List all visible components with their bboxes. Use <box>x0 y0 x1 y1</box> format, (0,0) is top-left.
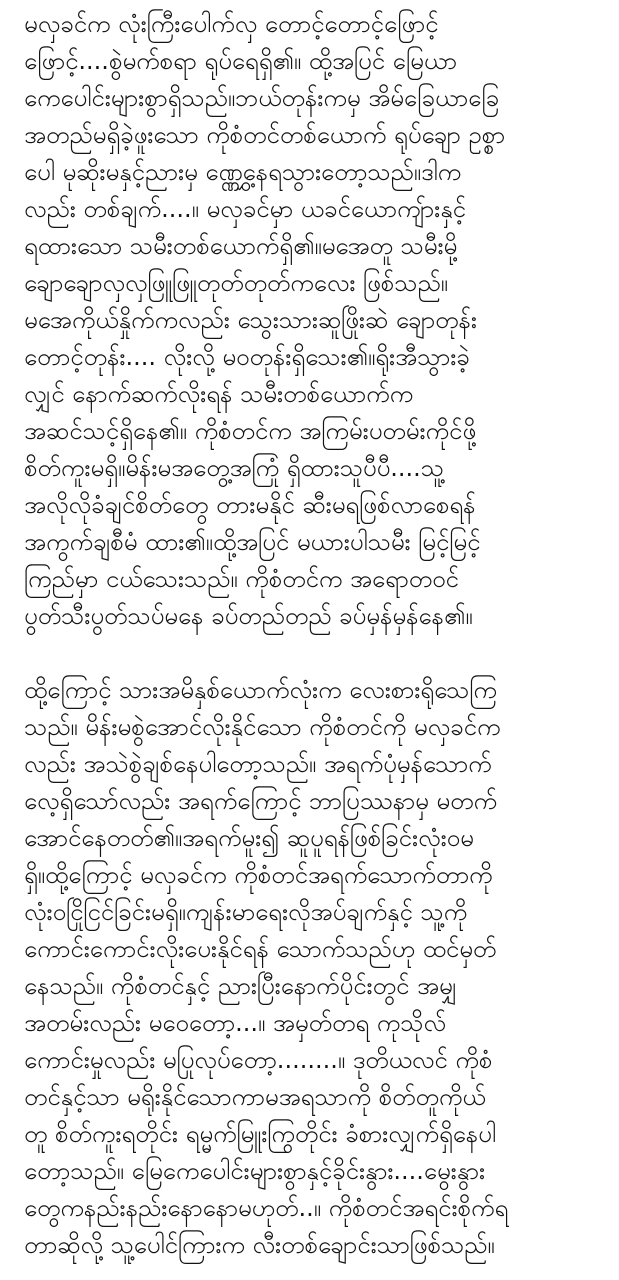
text-line: ပွတ်သီးပွတ်သပ်မနေ ခပ်တည်တည် ခပ်မှန်မှန်နေ၏။ <box>24 602 473 630</box>
text-line: လည်း တစ်ချက်....။ မလှခင်မှာ ယခင်ယောကျ်ားနှင့် <box>24 195 466 223</box>
text-line: တော့သည်။ မြေကေပေါင်းများစွာနှင့်ခိုင်းနွား....မွေးနွား <box>24 1157 486 1185</box>
text-line: နေသည်။ ကိုစံတင်နှင့် ညားပြီးနောက်ပိုင်းတွင် အမျှ <box>24 972 458 1000</box>
text-line: ရထားသော သမီးတစ်ယောက်ရှိ၏။မအေတူ သမီးမို့ <box>24 232 458 260</box>
text-line: တူ စိတ်ကူးရတိုင်း ရမ္မက်မြူးကြွတိုင်း ခံစားလျှက်ရှိနေပါ <box>24 1120 497 1148</box>
text-line: အောင်နေတတ်၏။အရက်မူး၍ ဆူပူရန်ဖြစ်ခြင်းလုံးဝမ <box>24 824 474 852</box>
text-line: မလှခင်က လုံးကြီးပေါက်လှ တောင့်တောင့်ဖြောင့် <box>24 10 439 38</box>
text-line: မအေကိုယ်နှိုက်ကလည်း သွေးသားဆူဖြိုးဆဲ ချောတုန်း <box>24 306 477 334</box>
text-line: လေ့ရှိသော်လည်း အရက်ကြောင့် ဘာပြဿနာမှ မတက် <box>24 787 497 815</box>
text-line: ကေပေါင်းများစွာရှိသည်။ဘယ်တုန်းကမှ အိမ်ခြေယာခြေ <box>24 84 500 112</box>
paragraph-1 <box>24 6 604 635</box>
text-line: လျှင် နောက်ဆက်လိုးရန် သမီးတစ်ယောက်က <box>24 380 414 408</box>
text-line: အကွက်ချစီမံ ထား၏။ထို့အပြင် မယားပါသမီး မြင့်မြင့် <box>24 528 481 556</box>
text-line: ချောချောလှလှဖြူဖြူတုတ်တုတ်ကလေး ဖြစ်သည်။ <box>24 269 448 297</box>
text-line: တောင့်တုန်း.... လိုးလို့ မဝတုန်းရှိသေး၏။ရိုးအီသွားခဲ့ <box>24 343 470 371</box>
text-line: စိတ်ကူးမရှိ။မိန်းမအတွေ့အကြုံ ရှိထားသူပီပီ....သူ့ <box>24 454 444 482</box>
text-line: ကောင်းကောင်းလိုးပေးနိုင်ရန် သောက်သည်ဟု ထင်မှတ် <box>24 935 497 963</box>
text-line: ပေါ မုဆိုးမနှင့်ညားမှ ဏ္ဏွှေ့နေရသွားတော့သည်။ဒါက <box>24 158 462 186</box>
text-line: ထို့ကြောင့် သားအမိနှစ်ယောက်လုံးက လေးစားရိုသေကြ <box>24 676 497 704</box>
text-line: ဖြောင့်....စွဲမက်စရာ ရုပ်ရေရှိ၏။ ထို့အပြင် မြေယာ <box>24 47 458 75</box>
text-line: ကြည်မှာ ငယ်သေးသည်။ ကိုစံတင်က အရောတဝင် <box>24 565 459 593</box>
text-line: အလိုလိုခံချင်စိတ်တွေ တားမနိုင် ဆီးမရဖြစ်လာစေရန် <box>24 491 476 519</box>
paragraph-2 <box>24 672 604 1264</box>
text-line: သည်။ မိန်းမစွဲအောင်လိုးနိုင်သော ကိုစံတင်ကို မလှခင်က <box>24 713 501 741</box>
text-line: လုံးဝငြိုငြင်ခြင်းမရှိ။ကျန်းမာရေးလိုအပ်ချက်နှင့် သူ့ကို <box>24 898 468 926</box>
text-line: လည်း အသဲစွဲချစ်နေပါတော့သည်။ အရက်ပုံမှန်သောက် <box>24 750 492 778</box>
text-line: အဆင်သင့်ရှိနေ၏။ ကိုစံတင်က အကြမ်းပတမ်းကိုင်ဖို့ <box>24 417 477 445</box>
text-line: ရှိ။ထို့ကြောင့် မလှခင်က ကိုစံတင်အရက်သောက်တာကို <box>24 861 493 889</box>
text-line: ကောင်းမှုလည်း မပြုလုပ်တော့........။ ဒုတိယလင် ကိုစံ <box>24 1046 493 1074</box>
text-line: တာဆိုလို့ သူ့ပေါင်ကြားက လီးတစ်ချောင်းသာဖြစ်သည်။ <box>24 1231 495 1259</box>
text-line: အတည်မရှိခဲ့ဖူးသော ကိုစံတင်တစ်ယောက် ရုပ်ချော ဥစ္စာ <box>24 121 506 149</box>
text-line: တွေကနည်းနည်းနောနောမဟုတ်..။ ကိုစံတင်အရင်းစိုက်ရ <box>24 1194 509 1222</box>
text-line: အတမ်းလည်း မဝေတော့...။ အမှတ်တရ ကုသိုလ် <box>24 1009 446 1037</box>
text-line: တင်နှင့်သာ မရိုးနိုင်သောကာမအရသာကို စိတ်တူကိုယ် <box>24 1083 486 1111</box>
